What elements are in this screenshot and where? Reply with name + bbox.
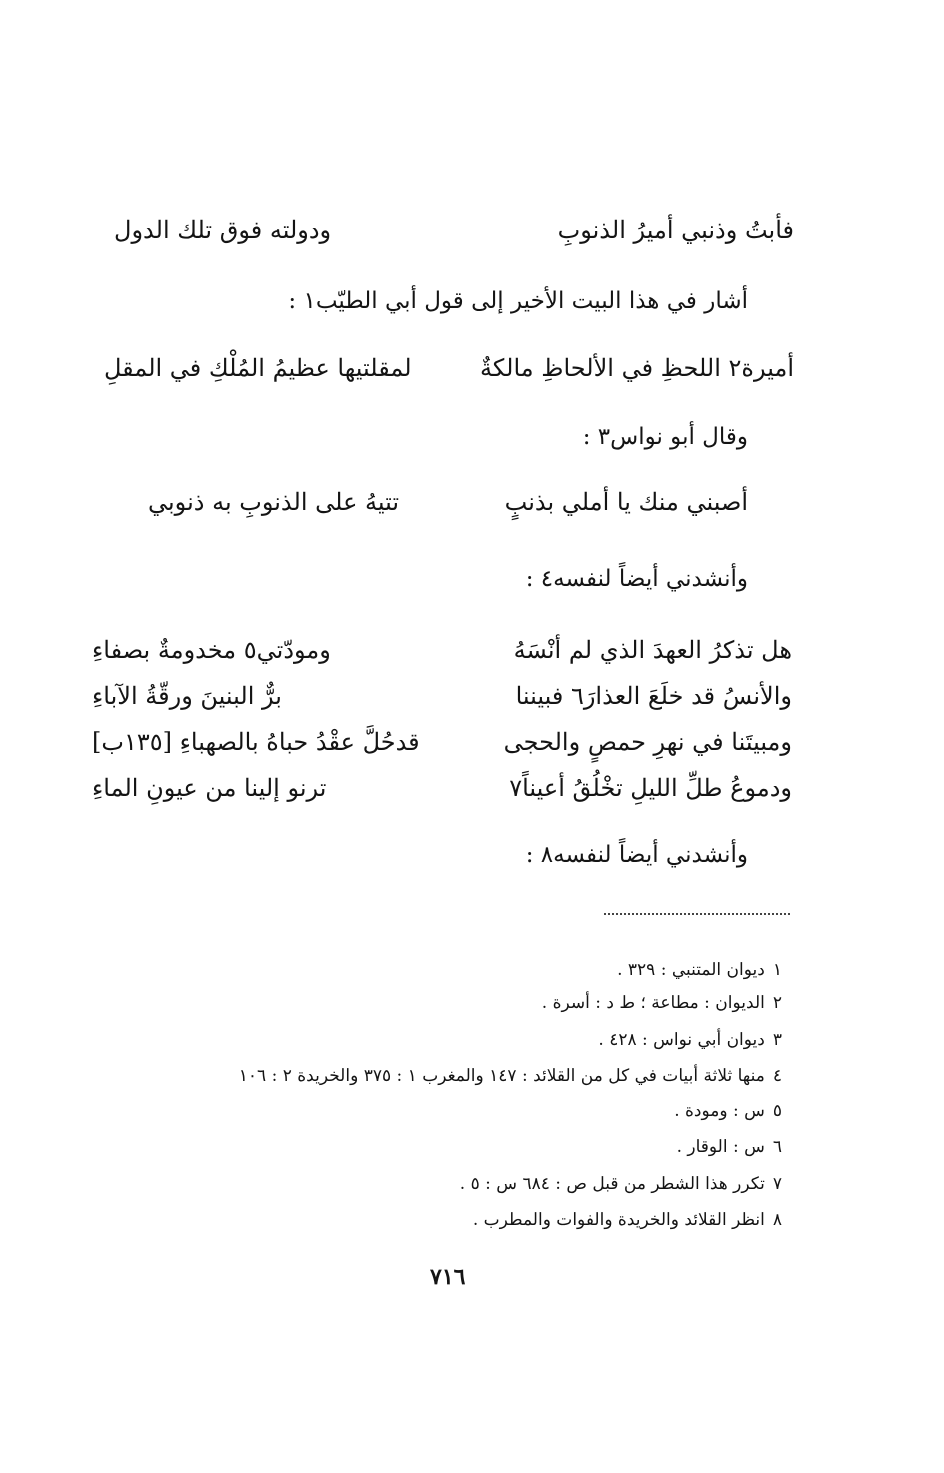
poem-verse-4-right: ودموعُ طلِّ الليلِ تخْلُقُ أعيناً٧ <box>509 774 792 802</box>
footnote-8 <box>473 1210 782 1230</box>
footnote-number: ١ <box>772 960 782 980</box>
verse-3-hemistich-left: تتيهُ على الذنوبِ به ذنوبي <box>148 488 400 516</box>
verse-2 <box>104 354 794 382</box>
footnote-text: الديوان : مطاعة ؛ ط د : أسرة . <box>541 993 765 1013</box>
footnote-text: ديوان المتنبي : ٣٢٩ . <box>617 960 765 980</box>
footnote-text: ديوان أبي نواس : ٤٢٨ . <box>598 1030 765 1050</box>
footnote-text: تكرر هذا الشطر من قبل ص : ٦٨٤ س : ٥ . <box>459 1174 765 1194</box>
footnote-number: ٦ <box>772 1137 782 1157</box>
footnote-text: س : الوقار . <box>676 1137 765 1157</box>
intro-line-1: أشار في هذا البيت الأخير إلى قول أبي الطيّب١ : <box>288 288 748 314</box>
page-number: ٧١٦ <box>430 1264 466 1290</box>
poem-verse-4 <box>92 774 792 802</box>
footnote-7 <box>460 1174 782 1194</box>
verse-2-hemistich-left: لمقلتيها عظيمُ المُلْكِ في المقلِ <box>104 354 412 382</box>
verse-1 <box>114 216 794 244</box>
footnote-3 <box>598 1030 782 1050</box>
intro-line-4: وأنشدني أيضاً لنفسه٨ : <box>525 842 748 868</box>
poem-verse-4-left: ترنو إلينا من عيونِ الماءِ <box>92 774 327 802</box>
footnote-text: س : ومودة . <box>674 1101 765 1121</box>
footnote-number: ٤ <box>772 1066 782 1086</box>
poem-verse-2-left: برٌّ البنينَ ورقّةُ الآباءِ <box>92 682 282 710</box>
poem-verse-3-left: قدحُلَّ عقْدُ حباهُ بالصهباءِ [١٣٥ب] <box>92 728 420 756</box>
verse-2-hemistich-right: أميرة٢ اللحظِ في الألحاظِ مالكةٌ <box>480 354 794 382</box>
poem-verse-3 <box>92 728 792 756</box>
verse-1-hemistich-left: ودولته فوق تلك الدول <box>114 216 332 244</box>
poem-verse-1 <box>92 636 792 664</box>
verse-3 <box>148 488 748 516</box>
poem-verse-2 <box>92 682 792 710</box>
footnote-number: ٣ <box>772 1030 782 1050</box>
poem-verse-1-left: ومودّتي٥ مخدومةٌ بصفاءِ <box>92 636 331 664</box>
footnote-5 <box>674 1101 782 1121</box>
footnote-2 <box>542 993 782 1013</box>
verse-3-hemistich-right: أصبني منك يا أملي بذنبٍ <box>504 488 748 516</box>
footnote-separator <box>604 913 790 915</box>
footnote-number: ٧ <box>772 1174 782 1194</box>
footnote-number: ٨ <box>772 1210 782 1230</box>
footnote-1 <box>617 960 782 980</box>
verse-1-hemistich-right: فأبتُ وذنبي أميرُ الذنوبِ <box>557 216 794 244</box>
footnote-text: منها ثلاثة أبيات في كل من القلائد : ١٤٧ والمغرب ١ : ٣٧٥ والخريدة ٢ : ١٠٦ <box>238 1066 765 1086</box>
poem-verse-1-right: هل تذكرُ العهدَ الذي لم أنْسَهُ <box>513 636 792 664</box>
poem-verse-3-right: ومبيتَنا في نهرِ حمصٍ والحجى <box>503 728 792 756</box>
poem-verse-2-right: والأنسُ قد خلَعَ العذارَ٦ فبيننا <box>515 682 792 710</box>
footnote-number: ٥ <box>772 1101 782 1121</box>
footnote-6 <box>677 1137 782 1157</box>
intro-line-3: وأنشدني أيضاً لنفسه٤ : <box>525 566 748 592</box>
footnote-number: ٢ <box>772 993 782 1013</box>
footnote-text: انظر القلائد والخريدة والفوات والمطرب . <box>472 1210 765 1230</box>
footnote-4 <box>239 1066 782 1086</box>
intro-line-2: وقال أبو نواس٣ : <box>582 424 748 450</box>
